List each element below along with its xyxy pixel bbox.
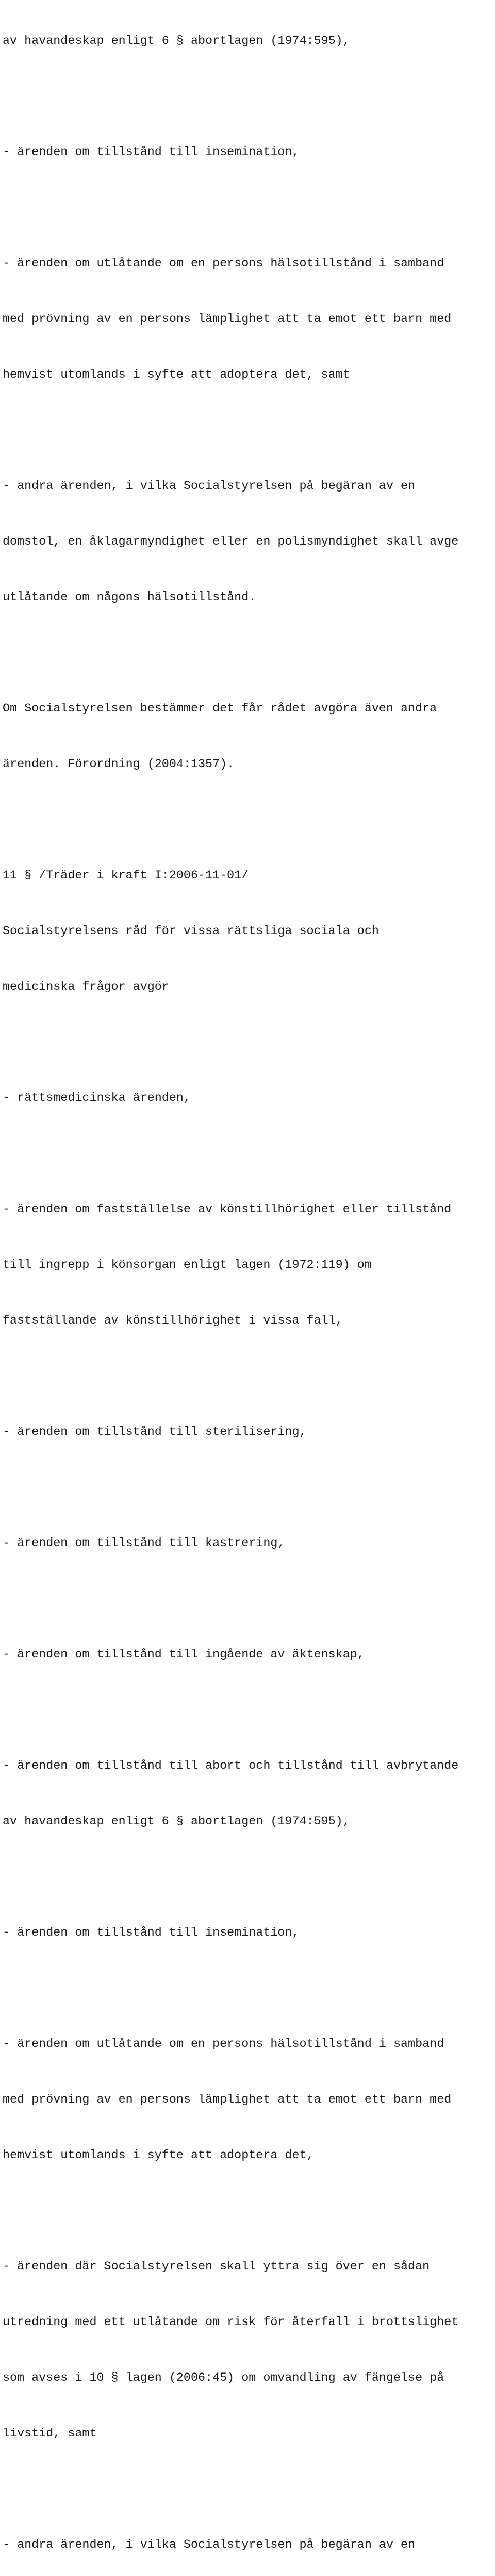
text-line: - ärenden om tillstånd till abort och tillstånd till avbrytande <box>3 1759 459 1773</box>
paragraph <box>3 1386 492 1479</box>
section-heading: 11 § /Träder i kraft I:2006-11-01/ <box>3 869 249 883</box>
text-line: Om Socialstyrelsen bestämmer det får rådet avgöra även andra <box>3 702 437 716</box>
paragraph <box>3 1163 492 1367</box>
paragraph <box>3 1887 492 1979</box>
paragraph <box>3 1497 492 1590</box>
text-line: domstol, en åklagarmyndighet eller en polismyndighet skall avge <box>3 535 459 549</box>
text-line: som avses i 10 § lagen (2006:45) om omvandling av fängelse på <box>3 2371 444 2385</box>
text-line: - andra ärenden, i vilka Socialstyrelsen på begäran av en <box>3 480 416 493</box>
text-line: utredning med ett utlåtande om risk för återfall i brottslighet <box>3 2316 459 2329</box>
text-line: hemvist utomlands i syfte att adoptera det, <box>3 2149 314 2162</box>
text-line: fastställande av könstillhörighet i vissa fall, <box>3 1314 343 1328</box>
text-line: - andra ärenden, i vilka Socialstyrelsen på begäran av en <box>3 2538 416 2552</box>
text-line: utlåtande om någons hälsotillstånd. <box>3 591 256 604</box>
text-line: med prövning av en persons lämplighet att ta emot ett barn med <box>3 313 452 326</box>
text-line: ärenden. Förordning (2004:1357). <box>3 758 235 771</box>
text-line: medicinska frågor avgör <box>3 980 169 994</box>
paragraph <box>3 0 492 88</box>
text-line: Socialstyrelsens råd för vissa rättsliga sociala och <box>3 925 379 938</box>
text-line: - ärenden om utlåtande om en persons hälsotillstånd i samband <box>3 257 444 270</box>
text-line: av havandeskap enligt 6 § abortlagen (1974:595), <box>3 1815 350 1828</box>
text-line: - ärenden om utlåtande om en persons hälsotillstånd i samband <box>3 2038 444 2051</box>
document-body <box>3 0 492 2576</box>
paragraph <box>3 1720 492 1868</box>
text-line: hemvist utomlands i syfte att adoptera det, samt <box>3 368 350 382</box>
text-line: - ärenden om fastställelse av könstillhörighet eller tillstånd <box>3 1203 452 1216</box>
paragraph <box>3 106 492 199</box>
text-line: - ärenden om tillstånd till insemination, <box>3 146 300 159</box>
paragraph <box>3 1608 492 1701</box>
text-line: - ärenden om tillstånd till sterilisering, <box>3 1426 307 1439</box>
paragraph <box>3 663 492 811</box>
text-line: - ärenden om tillstånd till insemination, <box>3 1926 300 1940</box>
paragraph <box>3 2221 492 2480</box>
text-line: - ärenden där Socialstyrelsen skall yttra sig över en sådan <box>3 2260 430 2274</box>
paragraph <box>3 217 492 421</box>
paragraph <box>3 440 492 644</box>
text-line: - rättsmedicinska ärenden, <box>3 1092 191 1105</box>
paragraph <box>3 1998 492 2202</box>
section-heading-paragraph <box>3 829 492 1033</box>
text-line: - ärenden om tillstånd till kastrering, <box>3 1537 285 1550</box>
paragraph <box>3 1052 492 1145</box>
text-line: - ärenden om tillstånd till ingående av äktenskap, <box>3 1648 365 1662</box>
text-line: av havandeskap enligt 6 § abortlagen (1974:595), <box>3 35 350 48</box>
paragraph <box>3 2499 492 2576</box>
text-line: livstid, samt <box>3 2427 97 2441</box>
text-line: med prövning av en persons lämplighet att ta emot ett barn med <box>3 2093 452 2107</box>
text-line: till ingrepp i könsorgan enligt lagen (1972:119) om <box>3 1259 372 1272</box>
